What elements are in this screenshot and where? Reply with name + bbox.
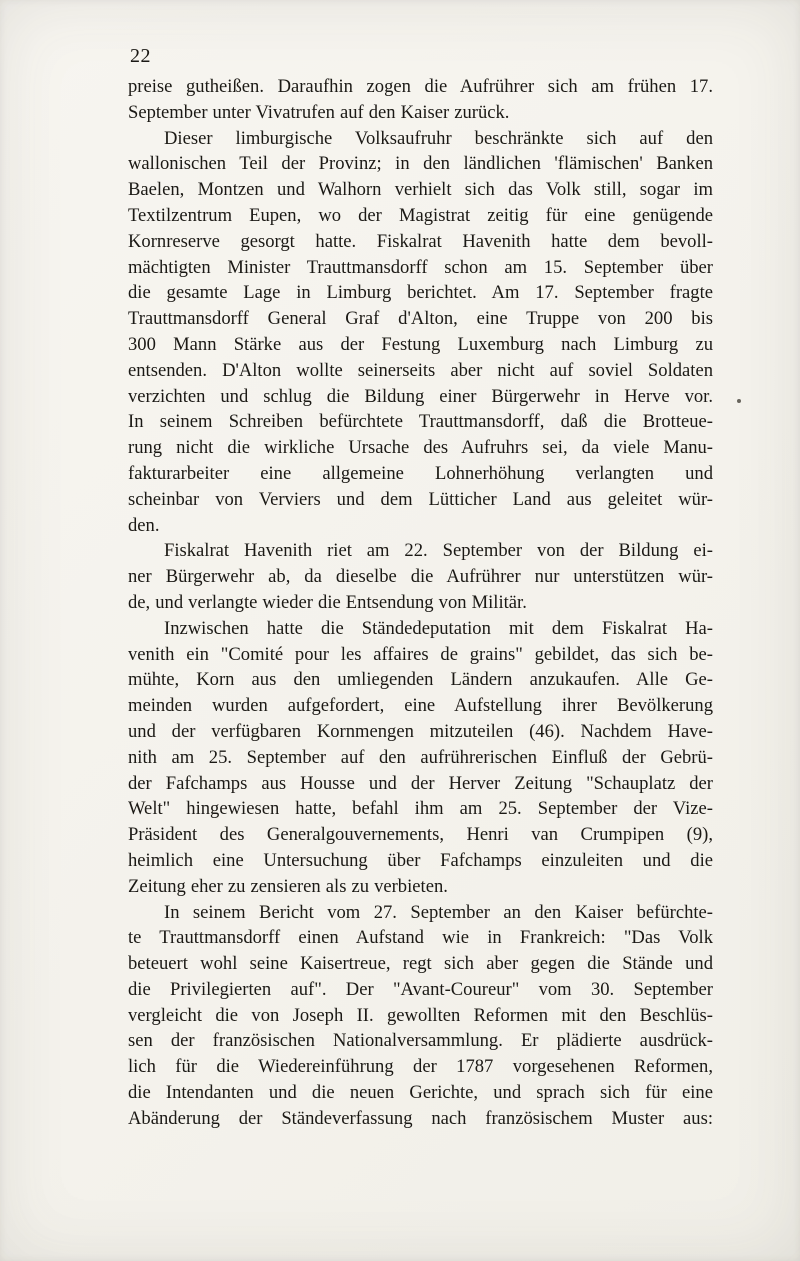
text-block (128, 74, 713, 1132)
text-line: den. (128, 514, 160, 536)
text-line: Trauttmansdorff General Graf d'Alton, eine Truppe von 200 bis (128, 308, 713, 330)
text-line: lich für die Wiedereinführung der 1787 vorgesehenen Reformen, (128, 1056, 713, 1078)
text-line: sen der französischen Nationalversammlung. Er plädierte ausdrück- (128, 1030, 713, 1052)
paragraph (128, 126, 713, 539)
text-line: Fiskalrat Havenith riet am 22. September von der Bildung ei- (164, 540, 713, 562)
text-line: Welt" hingewiesen hatte, befahl ihm am 25. September der Vize- (128, 798, 713, 820)
text-line: fakturarbeiter eine allgemeine Lohnerhöhung verlangten und (128, 462, 713, 484)
ink-speck (737, 399, 741, 403)
text-line: Baelen, Montzen und Walhorn verhielt sich das Volk still, sogar im (128, 179, 713, 201)
text-line: 300 Mann Stärke aus der Festung Luxemburg nach Limburg zu (128, 333, 713, 355)
text-line: vergleicht die von Joseph II. gewollten Reformen mit den Beschlüs- (128, 1004, 713, 1026)
paragraph (128, 616, 713, 900)
text-line: Abänderung der Ständeverfassung nach französischem Muster aus: (128, 1107, 713, 1129)
paragraph (128, 900, 713, 1132)
text-line: te Trauttmansdorff einen Aufstand wie in Frankreich: "Das Volk (128, 927, 713, 949)
text-line: die gesamte Lage in Limburg berichtet. Am 17. September fragte (128, 282, 713, 304)
text-line: In seinem Schreiben befürchtete Trauttmansdorff, daß die Brotteue- (128, 411, 713, 433)
text-line: de, und verlangte wieder die Entsendung von Militär. (128, 591, 527, 613)
text-line: preise gutheißen. Daraufhin zogen die Aufrührer sich am frühen 17. (128, 76, 713, 97)
text-line: und der verfügbaren Kornmengen mitzuteilen (46). Nachdem Have- (128, 720, 713, 742)
text-line: rung nicht die wirkliche Ursache des Aufruhrs sei, da viele Manu- (128, 437, 713, 459)
text-line: ner Bürgerwehr ab, da dieselbe die Aufrührer nur unterstützen wür- (128, 566, 713, 588)
text-line: der Fafchamps aus Housse und der Herver Zeitung "Schauplatz der (128, 772, 713, 794)
text-line: verzichten und schlug die Bildung einer Bürgerwehr in Herve vor. (128, 385, 713, 407)
text-line: entsenden. D'Alton wollte seinerseits aber nicht auf soviel Soldaten (128, 359, 713, 381)
text-line: meinden wurden aufgefordert, eine Aufstellung ihrer Bevölkerung (128, 695, 713, 717)
text-line: die Privilegierten auf". Der "Avant-Coureur" vom 30. September (128, 978, 713, 1000)
text-line: venith ein "Comité pour les affaires de grains" gebildet, das sich be- (128, 643, 713, 665)
text-line: mächtigten Minister Trauttmansdorff schon am 15. September über (128, 256, 713, 278)
text-line: In seinem Bericht vom 27. September an den Kaiser befürchte- (164, 901, 713, 923)
text-line: die Intendanten und die neuen Gerichte, und sprach sich für eine (128, 1082, 713, 1104)
text-line: Dieser limburgische Volksaufruhr beschränkte sich auf den (164, 127, 713, 149)
text-line: scheinbar von Verviers und dem Lütticher Land aus geleitet wür- (128, 488, 713, 510)
text-line: Präsident des Generalgouvernements, Henri van Crumpipen (9), (128, 824, 713, 846)
text-line: Kornreserve gesorgt hatte. Fiskalrat Havenith hatte dem bevoll- (128, 230, 713, 252)
text-line: wallonischen Teil der Provinz; in den ländlichen 'flämischen' Banken (128, 153, 713, 175)
text-line: heimlich eine Untersuchung über Fafchamps einzuleiten und die (128, 849, 713, 871)
paragraph (128, 74, 713, 126)
text-line: beteuert wohl seine Kaisertreue, regt sich aber gegen die Stände und (128, 953, 713, 975)
text-line: nith am 25. September auf den aufrührerischen Einfluß der Gebrü- (128, 746, 713, 768)
text-line: Textilzentrum Eupen, wo der Magistrat zeitig für eine genügende (128, 204, 713, 226)
page-number: 22 (130, 45, 151, 67)
text-line: Zeitung eher zu zensieren als zu verbieten. (128, 875, 448, 897)
text-line: mühte, Korn aus den umliegenden Ländern anzukaufen. Alle Ge- (128, 669, 713, 691)
paragraph (128, 538, 713, 615)
text-line: Inzwischen hatte die Ständedeputation mit dem Fiskalrat Ha- (164, 617, 713, 639)
text-line: September unter Vivatrufen auf den Kaiser zurück. (128, 101, 510, 123)
